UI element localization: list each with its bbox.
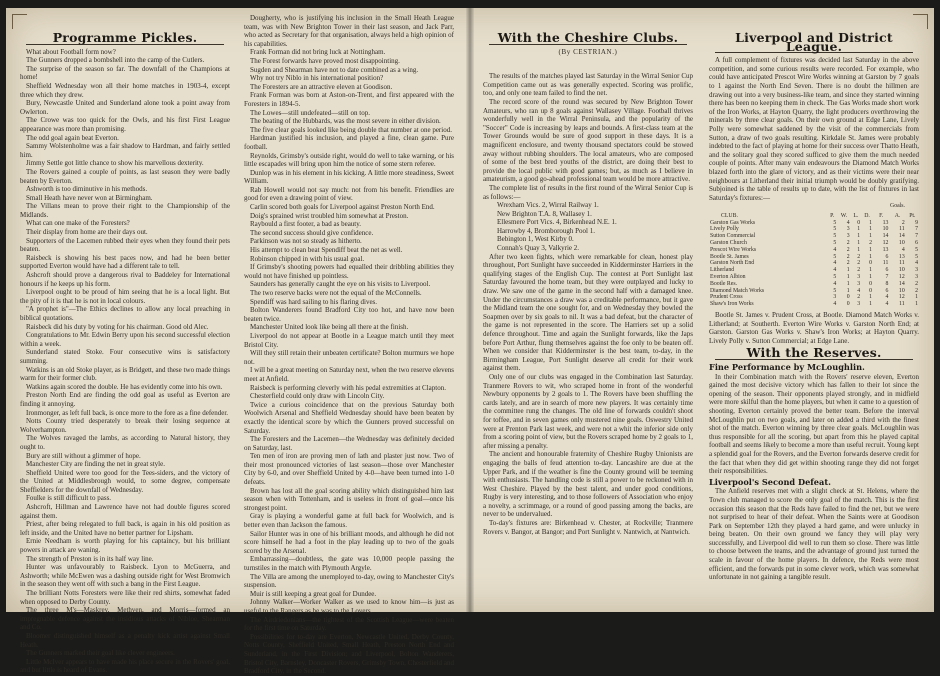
district-league-heading: Liverpool and District League.	[735, 30, 893, 54]
stat-cell: 0	[846, 294, 850, 301]
pickles-continued-paragraph: Raisbeck is performing cleverly with his pedal extremities at Clapton.	[250, 383, 446, 392]
programme-pickles-column	[20, 30, 230, 675]
pickles-continued-paragraph: Why not try Niblo in his international position?	[250, 74, 384, 83]
club-name-cell: Shaw's Iron Works	[710, 301, 754, 308]
pickles-continued-paragraph: Hardman justified his inclusion, and played a fine, clean game. Pure football.	[244, 134, 454, 151]
pickles-continued-paragraph: Manchester United look like being all there at the finish.	[250, 323, 409, 332]
stat-cell: 3	[857, 301, 861, 308]
league-fixtures: Bootle St. James v. Prudent Cross, at Bootle. Diamond Match Works v. Litherland; at Southerth. Everton Wire Works v. Garston North End; at Garston. Garston Gas Works v. Shaw's Iron Works; at Hayton Quarry. Lively Polly v. Sutton Commercial; at Edge Lane.	[709, 311, 919, 345]
pickles-continued-paragraph: The Forest forwards have proved most disappointing.	[250, 56, 400, 65]
stat-cell: 10	[898, 287, 905, 294]
pickles-continued-paragraph: His attempt to clean beat Spendiff beat the net as well.	[250, 246, 403, 255]
stat-cell: 0	[857, 219, 861, 226]
stat-cell: 4	[846, 219, 850, 226]
pickles-continued-paragraph: Sugden and Shearman have not to date combined as a wing.	[250, 65, 419, 74]
pickles-paragraph: Hunter was unfavourably to Raisbeck. Lyon to McGuerra, and Ashworth; while McEwen was a dashing outside right for West Bromwich in the season they went off with such a bang in the First League.	[20, 563, 230, 589]
pickles-continued-paragraph: Twice a curious coincidence that on the previous Saturday both Woolwich Arsenal and Sheffield Wednesday should have been beaten by exactly the identical score by which the Gunners proved successful on Saturday.	[244, 400, 454, 435]
stat-cell: 3	[915, 274, 918, 281]
stat-cell: 1	[869, 246, 872, 253]
club-name-cell: Diamond Match Works	[710, 287, 765, 294]
stat-cell: 2	[857, 260, 861, 267]
stat-cell: 2	[846, 240, 850, 247]
pickles-continued-paragraph: Chesterfield could only draw with Lincoln City.	[250, 392, 385, 401]
stat-cell: 6	[885, 287, 889, 294]
stat-cell: 4	[885, 294, 889, 301]
pickles-continued-paragraph: The second success should give confidence.	[250, 228, 374, 237]
result-paragraph: Wrexham Vics. 2, Wirral Railway 1.	[497, 201, 599, 210]
pickles-continued-paragraph: Gray is playing a wonderful game at full back for Woolwich, and is better even than Jackson the famous.	[244, 512, 454, 530]
pickles-continued-paragraph: I will be a great meeting on Saturday next, when the two reserve elevens meet at Anfield.	[244, 366, 454, 383]
table-row	[709, 288, 919, 295]
pickles-paragraph: Sheffield Wednesday won all their home matches in 1903-4, except three which they drew.	[20, 81, 230, 99]
result-paragraph: Harrowby 4, Bromborough Pool 1.	[497, 226, 595, 235]
magazine-spread	[6, 8, 934, 676]
club-name-cell: Bootle St. James	[710, 253, 749, 260]
pickles-paragraph: Liverpool ought to be proud of him seeing that he is a local light. But the pity of it is that he is not in local colours.	[20, 288, 230, 305]
stat-cell: 11	[899, 260, 905, 267]
pickles-continued-paragraph: The beating of the Hubbards, was the most severe in either division.	[250, 117, 441, 126]
programme-pickles-body	[20, 48, 230, 675]
stat-cell: 1	[857, 246, 861, 253]
club-name-cell: Garston Church	[710, 240, 747, 247]
pickles-paragraph: Watkins again scored the double. He has evidently come into his own.	[26, 382, 223, 391]
stat-cell: 4	[915, 260, 918, 267]
left-page	[6, 8, 469, 676]
reserves-subheading-liverpool: Liverpool's Second Defeat.	[709, 476, 831, 487]
pickles-paragraph: Little McIver appears to have made his place secure in the Rovers' goal, and but little is heard of Evans.	[20, 657, 230, 675]
result-paragraph: Connah's Quay 3, Valkyrie 2.	[497, 244, 580, 253]
pickles-continued-paragraph: Frank Forman did not bring luck at Nottingham.	[250, 48, 386, 57]
stat-cell: 11	[882, 260, 889, 267]
pickles-continued-paragraph: Bolton Wanderers found Bradford City too hot, and have now been beaten twice.	[244, 306, 454, 323]
cheshire-paragraph: Only one of our clubs was engaged in the Combination last Saturday. Tranmere Rovers to wit, who scraped home in front of the wonderful Newbury opponents by 2 goals to 1. The Rovers have been shuffling the cards lately, and are in search of more new players. It was certainly time the committee rung the changes. The old line of forwards couldn't shoot for toffee, and in seven games only mustered nine goals. Oswestry United were at Prenton Park last week, and were not a whit the inferior side only from a scoring point of view, but the Rovers scraped home by 2 goals to 1, after missing a penalty.	[483, 372, 693, 450]
stat-cell: 9	[915, 219, 918, 226]
stat-cell: 1	[869, 226, 872, 233]
table-row	[709, 233, 919, 240]
stat-cell: 1	[869, 233, 872, 240]
stat-cell: 4	[833, 280, 837, 287]
result-paragraph: Ellesmere Port Vics. 4, Birkenhead N.E. 1.	[497, 218, 617, 227]
pickles-continued-paragraph: Muir is still keeping a great goal for Dundee.	[250, 589, 377, 598]
club-name-cell: Prescot Wire Works	[710, 246, 757, 253]
pickles-paragraph: Ashcroft, Hillman and Lawrence have not had double figures scored against them.	[20, 503, 230, 520]
stat-cell: 8	[885, 280, 889, 287]
stat-cell: 2	[869, 240, 872, 247]
pickles-continued-paragraph: Ten men of iron are proving men of lath and plaster just now. Two of their most pronounced victories of last season—those over Manchester City by 6-0, and over Sheffield United by 4-0—have been turned into 1-0 defeats.	[244, 452, 454, 487]
pickles-continued-paragraph: The two reserve backs were not the equal of the McConnells.	[250, 289, 422, 297]
stat-cell: 2	[857, 253, 861, 260]
stat-cell: 2	[846, 253, 850, 260]
club-name-cell: Sutton Commercial	[710, 233, 756, 240]
column-header: D.	[864, 212, 870, 219]
stat-cell: 1	[869, 267, 872, 274]
stat-cell: 4	[833, 267, 837, 274]
pickles-paragraph: Foulke is still difficult to pass.	[26, 494, 112, 503]
stat-cell: 7	[915, 233, 918, 240]
stat-cell: 1	[869, 274, 872, 281]
stat-cell: 4	[885, 301, 889, 308]
stat-cell: 5	[833, 287, 837, 294]
stat-cell: 2	[915, 280, 918, 287]
pickles-paragraph: Ashworth is too diminutive in his methods.	[26, 185, 148, 194]
pickles-paragraph: Priest, after being relegated to full back, is again in his old position as left inside, and the United have no better partner for Lipsham.	[20, 520, 230, 537]
stat-cell: 5	[833, 233, 837, 240]
stat-cell: 2	[901, 219, 905, 226]
district-league-intro: A full complement of fixtures was decided last Saturday in the above competition, and some curious results were recorded. For example, who could have anticipated Prescot Wire Works winning at Garston by 7 goals to 1 against the North End Seven. There is no doubt the hillmen are drawing out into a very business-like team, and since they started winning there has been no keeping them in check. The Gas Works made short work of the Iron Works, at Hayton Quarry, the light producers overthrowing the minerals by three clear goals. On their own ground at Edge Lane, Lively Polly were somewhat saddened by the visit of the commercials from Sutton, a draw of two goals resulting. Kirkdale St. James were probably indebted to the fact of playing at home for their success over Thatto Heath, and the solitary goal they scored sufficed to give them the much needed couple of points. After many vain endeavours the Diamond Match Works blazed forth into the glare of victory, and as their victims were their near neighbours at Litherland their initial triumph would be doubly gratifying. Subjoined is the table of results up to date, with the list of fixtures in last Saturday's fixtures:—	[709, 56, 919, 202]
stat-cell: 4	[833, 246, 837, 253]
stat-cell: 13	[898, 253, 905, 260]
programme-pickles-continued-column	[244, 14, 454, 676]
cheshire-paragraph: To-day's fixtures are: Birkenhead v. Chester, at Rockville; Tranmere Rovers v. Bangor, at Bangor; and Port Sunlight v. Nantwich, at Nantwich.	[483, 519, 693, 536]
pickles-continued-paragraph: Saunders has generally caught the eye on his visits to Liverpool.	[250, 280, 431, 289]
pickles-paragraph: Ashcroft should prove a dangerous rival to Baddeley for International honours if he keeps up his form.	[20, 271, 230, 288]
club-name-cell: Garston Gas Works	[710, 219, 756, 226]
stat-cell: 13	[882, 219, 889, 226]
column-header: P.	[830, 212, 835, 219]
stat-cell: 4	[833, 260, 837, 267]
table-row	[709, 301, 919, 308]
pickles-paragraph: Sheffield United were too good for the Tees-siders, and the victory of the United at Middlesbrough would, to some degree, compensate Sheffielders for the downfall of Wednesday.	[20, 468, 230, 494]
table-row	[709, 267, 919, 274]
stat-cell: 5	[833, 240, 837, 247]
stat-cell: 0	[869, 260, 872, 267]
stat-cell: 0	[869, 280, 872, 287]
goals-header: Goals.	[890, 203, 905, 210]
pickles-continued-paragraph: The Villa are among the unemployed to-day, owing to Manchester City's suspension.	[244, 572, 454, 590]
stat-cell: 11	[899, 226, 905, 233]
stat-cell: 1	[846, 280, 850, 287]
pickles-paragraph: Bury are still without a glimmer of hope.	[26, 451, 141, 460]
table-row	[709, 281, 919, 288]
column-header: W.	[840, 212, 848, 219]
pickles-continued-paragraph: The Lowes—still undefeated—still on top.	[250, 108, 370, 117]
league-table	[709, 213, 919, 308]
table-row	[709, 226, 919, 233]
pickles-paragraph: The three M's—Maskrey, Methven, and Morris—formed an impregnable defence against the insidious attacks of Nibloe, Shearman and Co.	[20, 606, 230, 632]
table-row	[709, 247, 919, 254]
stat-cell: 12	[882, 240, 889, 247]
club-name-cell: Garston North End	[710, 260, 755, 267]
pickles-paragraph: The Gunners dropped a bombshell into the camp of the Cutlers.	[26, 56, 205, 65]
stat-cell: 5	[833, 253, 837, 260]
pickles-paragraph: Watkins is an old Stoke player, as is Bridgett, and these two made things warm for their former club.	[20, 365, 230, 383]
pickles-continued-paragraph: Dunlop was in his element in his kicking. A little more steadiness, Sweet William.	[244, 168, 454, 186]
stat-cell: 14	[882, 233, 889, 240]
stat-cell: 7	[915, 226, 918, 233]
stat-cell: 2	[846, 246, 850, 253]
pickles-paragraph: Sammy Wolstenholme was a fair shadow to Hardman, and fairly settled him.	[20, 142, 230, 159]
stat-cell: 5	[833, 219, 837, 226]
table-row	[709, 254, 919, 261]
pickles-paragraph: Sunderland stated Stoke. Four consecutive wins is satisfactory summing.	[20, 348, 230, 365]
right-page	[471, 8, 934, 612]
pickles-paragraph: Bloomer distinguished himself as a penalty kick artist against Small Heath.	[20, 631, 230, 649]
pickles-continued-paragraph: Reynolds, Grimsby's outside right, would do well to take warning, or his little escapades will bring upon him the notice of some stern referee.	[244, 151, 454, 169]
stat-cell: 10	[898, 267, 905, 274]
pickles-paragraph: "A prophet is"—The Ethics declines to allow any local preaching in biblical quotations.	[20, 305, 230, 322]
stat-cell: 2	[915, 287, 918, 294]
pickles-continued-paragraph: Rab Howell would not say much: not from his benefit. Friendlies are good for even a drawing point of view.	[244, 185, 454, 203]
league-table-body	[709, 220, 919, 308]
column-header: CLUB.	[721, 212, 738, 219]
table-row	[709, 294, 919, 301]
cheshire-paragraph: The record score of the round was secured by New Brighton Tower Amateurs, who ran up 8 goals against Wallasey Village. Football thrives wonderfully well in the Wirral Peninsula, and the popularity of the "Soccer" Code is increasing by leaps and bounds. A first-class team at the Tower Grounds would be sure of good support in these days. It is a magnificent enclosure, and twenty thousand spectators could be stowed away without rubbing shoulders. The local amateurs, who are composed of some of the best bred youths of the district, are doing their best to provide the local public with good games; but, as much as I believe in amateurism, a good go-ahead professional team would be more attractive.	[483, 97, 693, 184]
pickles-paragraph: The odd goal again beat Everton.	[26, 133, 119, 142]
club-name-cell: Litherland	[710, 267, 735, 274]
stat-cell: 13	[882, 246, 889, 253]
pickles-paragraph: The strength of Preston is in its half way line.	[26, 554, 154, 563]
stat-cell: 0	[846, 301, 850, 308]
cheshire-clubs-body	[483, 253, 693, 537]
cheshire-paragraph: The complete list of results in the first round of the Wirral Senior Cup is as follows:—	[483, 183, 693, 201]
pickles-paragraph: Congratulations to Mr. Edwin Berry upon his second successful election within a week.	[20, 331, 230, 348]
stat-cell: 1	[869, 253, 872, 260]
pickles-paragraph: Raisbeck is showing his best paces now, and had he been better supported Everton would have had a different tale to tell.	[20, 253, 230, 271]
pickles-continued-paragraph: Carlin scored both goals for Liverpool against Preston North End.	[250, 203, 435, 212]
stat-cell: 2	[857, 267, 861, 274]
pickles-paragraph: The Villans mean to prove their right to the Championship of the Midlands.	[20, 202, 230, 219]
district-league-column	[709, 30, 919, 604]
stat-cell: 3	[857, 280, 861, 287]
cheshire-paragraph: The results of the matches played last Saturday in the Wirral Senior Cup Competition came out as was generally expected. Scoring was prolific, too, and only one team failed to find the net.	[483, 72, 693, 98]
pickles-continued-paragraph: Embarrassing—doubtless, the gate was 10,000 people passing the turnstiles in the match with Plymouth Argyle.	[244, 555, 454, 572]
stat-cell: 6	[885, 267, 889, 274]
club-name-cell: Prudent Cross	[710, 294, 743, 301]
cheshire-paragraph: The ancient and honourable fraternity of Cheshire Rugby Unionists are engaging the balls of feud attention to-day. Lancashire are due at the Upper Park, and if the weather is fine the County ground will be teeming with enthusiasts. The handling code is still a power to be reckoned with in West Cheshire. Played by the best talent, and under good conditions, Rugby is very interesting, and to those followers of Association who enjoy a novelty, a scrimmage, or a round of good passing among the backs, are never to be undervalued.	[483, 450, 693, 519]
stat-cell: 4	[857, 287, 861, 294]
pickles-paragraph: Ironmonger, as left full back, is once more to the fore as a fine defender.	[26, 408, 229, 417]
cheshire-clubs-intro	[483, 72, 693, 201]
stat-cell: 5	[915, 253, 918, 260]
stat-cell: 3	[846, 226, 850, 233]
stat-cell: 4	[833, 301, 837, 308]
pickles-paragraph: Manchester City are finding the net in great style.	[26, 460, 165, 469]
league-table-header	[709, 213, 919, 220]
stat-cell: 0	[869, 287, 872, 294]
pickles-continued-paragraph: Possibilities for to-day are Everton, Newcastle United, Derby County, Notts County, Sheffield United, Small Heath, Preston North End and Sunderland, in the First Division; and Liverpool, Bolton Wanderers, Bristol City, Barnsley, Doncaster Rovers, Grimsby Town, Chesterfield and Bradford City, in the Second.	[244, 632, 454, 676]
table-row	[709, 274, 919, 281]
pickles-paragraph: The Crowe was too quick for the Owls, and his first First League appearance was more than promising.	[20, 116, 230, 133]
stat-cell: 6	[885, 253, 889, 260]
pickles-paragraph: Their display from home are their days out.	[26, 228, 148, 237]
stat-cell: 1	[869, 294, 872, 301]
stat-cell: 10	[898, 240, 905, 247]
stat-cell: 5	[915, 246, 918, 253]
pickles-paragraph: Small Heath have never won at Birmingham.	[26, 193, 153, 202]
stat-cell: 1	[846, 274, 850, 281]
pickles-continued-paragraph: Doig's sprained wrist troubled him somewhat at Preston.	[250, 211, 409, 220]
stat-cell: 12	[898, 294, 905, 301]
stat-cell: 1	[857, 226, 861, 233]
stat-cell: 3	[833, 294, 837, 301]
pickles-paragraph: What can one make of the Foresters?	[26, 219, 130, 228]
reserves-liverpool-paragraph: The Anfield reserves met with a slight check at St. Helens, where the Town club managed to score the only goal of the match. This is the first occasion this season that the Reds have failed to find the net, but we were not surprised to hear of their defeat. When the Saints were at Goodison Park on September 12th they played a hard game, and were unlucky in being beaten. On their own ground we fancy they will play very successfully, and Liverpool did well to run them so close. There was little to choose between the teams, and the advantage of ground just turned the scale in favour of the home players. In defence, the Reds were most efficient, and the forwards put in some clever work, which was somewhat unfortunate in not gaining a tangible result.	[709, 487, 919, 582]
pickles-paragraph: Raisbeck did his duty by voting for his chairman. Good old Alec.	[26, 322, 209, 331]
pickles-continued-paragraph: The five clear goals looked like being double that number at one period.	[250, 125, 452, 134]
club-name-cell: Everton Albion	[710, 274, 746, 281]
stat-cell: 1	[915, 294, 918, 301]
programme-pickles-heading: Programme Pickles.	[52, 30, 198, 45]
stat-cell: 3	[915, 267, 918, 274]
table-row	[709, 220, 919, 227]
column-header: L.	[853, 212, 859, 219]
stat-cell: 1	[846, 267, 850, 274]
column-header: Pt.	[909, 212, 916, 219]
pickles-paragraph: Bury, Newcastle United and Sunderland alone took a point away from Owlerton.	[20, 99, 230, 116]
cheshire-clubs-column	[483, 30, 693, 604]
stat-cell: 1	[846, 287, 850, 294]
programme-pickles-continued-body	[244, 14, 454, 676]
pickles-continued-paragraph: The Airdriedonians—the tightest of the Scottish League—were beaten for the first time on Saturday.	[244, 615, 454, 633]
reserves-subheading-mcloughlin: Fine Performance by McLoughlin.	[709, 362, 865, 372]
stat-cell: 7	[885, 274, 889, 281]
pickles-paragraph: Preston North End are finding the odd goal as useful as Everton are finding it annoying.	[20, 391, 230, 408]
stat-cell: 1	[869, 301, 872, 308]
pickles-continued-paragraph: The Foresters are an attractive eleven at Goodison.	[250, 82, 393, 91]
stat-cell: 2	[857, 294, 861, 301]
pickles-paragraph: The Rovers gained a couple of points, as last season they were badly beaten by Everton.	[20, 167, 230, 185]
result-paragraph: Bebington 1, West Kirby 0.	[497, 235, 574, 244]
pickles-continued-paragraph: Will they still retain their unbeaten certificate? Bolton murmurs we hope not.	[244, 349, 454, 366]
stat-cell: 1	[857, 233, 861, 240]
pickles-paragraph: Supporters of the Lacemen rubbed their eyes when they found their pets beaten.	[20, 236, 230, 254]
pickles-continued-paragraph: Parkinson was not so steady as hitherto.	[250, 237, 362, 246]
club-name-cell: Lively Polly	[710, 226, 739, 233]
pickles-paragraph: The Gunners marked their goal like clever engineers.	[26, 649, 175, 658]
pickles-paragraph: The brilliant Notts Foresters were like their red shirts, somewhat faded when opposed to Derby County.	[20, 589, 230, 606]
pickles-continued-paragraph: The Foresters and the Lacemen—the Wednesday was definitely decided on Saturday, last.	[244, 435, 454, 452]
pickles-paragraph: The surprise of the season so far. The downfall of the Champions at home!	[20, 64, 230, 82]
result-paragraph: New Brighton T.A. 8, Wallasey 1.	[497, 209, 592, 218]
stat-cell: 11	[899, 301, 905, 308]
stat-cell: 3	[846, 233, 850, 240]
pickles-continued-paragraph: Johnny Walker—Worker Walker as we used to know him—is just as useful to the Rangers as he was to the Lovers.	[244, 598, 454, 615]
stat-cell: 6	[915, 240, 918, 247]
reserves-everton-paragraph: In their Combination match with the Rovers' reserve eleven, Everton gained the most decisive victory which has fallen to their lot since the opening of the season. Their opponents played strongly, and in midfield were more skilful than the home players, but when it came to a question of shooting, Everton certainly proved the better team. Before the interval McLoughlin put on two goals, and later on added a third with the finest shot of the match. Everton winning by three clear goals. McLoughlin was thus responsible for all the scoring, but apart from this he played capital football and seems likely to become a more than useful recruit. Young kept a splendid goal for the Rovers, and the Everton forwards deserve credit for the fact that when they did get within shooting range they did not forget their responsibilities.	[709, 372, 919, 476]
stat-cell: 1	[857, 240, 861, 247]
club-name-cell: Bootle Res.	[710, 280, 738, 287]
table-row	[709, 260, 919, 267]
byline: (By CESTRIAN.)	[558, 47, 618, 56]
pickles-continued-paragraph: If Grimsby's shooting powers had equalled their dribbling abilities they would not have finished up pointless.	[244, 263, 454, 280]
stat-cell: 1	[915, 301, 918, 308]
pickles-continued-paragraph: Spendiff was hard sailing to his flaring dives.	[250, 297, 378, 306]
wirral-cup-results	[483, 201, 693, 253]
stat-cell: 5	[833, 226, 837, 233]
column-header: A.	[894, 212, 901, 219]
reserves-heading: With the Reserves.	[746, 345, 882, 361]
pickles-paragraph: Jimmy Settle got little chance to show his marvellous dexterity.	[26, 159, 204, 168]
stat-cell: 2	[846, 260, 850, 267]
pickles-continued-paragraph: Frank Forman was born at Aston-on-Trent, and first appeared with the Foresters in 1894-5.	[244, 91, 454, 108]
table-row	[709, 240, 919, 247]
pickles-paragraph: What about Football form now?	[26, 47, 116, 56]
stat-cell: 12	[898, 274, 905, 281]
pickles-continued-paragraph: Sailor Hunter was in one of his brilliant moods, and although he did not score himself he had a foot in the play leading up to two of the goals scored by the Arsenal.	[244, 529, 454, 555]
pickles-continued-paragraph: Brown has lost all the goal scoring ability which distinguished him last season when with Tottenham, and is useless in front of goal—once his strongest point.	[244, 486, 454, 512]
column-header: F.	[879, 212, 884, 219]
pickles-paragraph: Notts County tried desperately to break their losing sequence at Wolverhampton.	[20, 417, 230, 434]
cheshire-paragraph: After two keen fights, which were remarkable for clean, honest play throughout, Port Sunlight have succeeded in Kidderminster Harriers in the qualifying stages of the English Cup. The contest at Port Sunlight last Saturday favoured the home team, but they were outplayed and lucky to draw. We saw one of the game in the second half with a damaged knee. Under the circumstances a draw was a creditable performance, but it gave the Midland team the one sought for, and on Wednesday they bowled the Soapmen over by six goals to nil. It was a bad defeat, but the character of the game is not represented in the score. The Harriers set up a solid defence throughout. Time and again the Sunlight forwards, like the Japs before Port Arthur, flung themselves against the foe only to be beaten off. When we consider that Kidderminster is the best team, to-day, in the Birmingham League, Port Sunlight deserve all credit for their work against them.	[483, 252, 693, 373]
pickles-paragraph: The Wolves ravaged the lambs, as according to Natural history, they ought to.	[20, 434, 230, 451]
stat-cell: 1	[869, 219, 872, 226]
pickles-continued-paragraph: Liverpool do not appear at Bootle in a League match until they meet Bristol City.	[244, 331, 454, 349]
stat-cell: 3	[857, 274, 861, 281]
page-corner-ornament	[12, 14, 27, 29]
stat-cell: 14	[898, 233, 905, 240]
stat-cell: 5	[833, 274, 837, 281]
stat-cell: 10	[882, 226, 889, 233]
stat-cell: 4	[901, 246, 905, 253]
pickles-continued-paragraph: Dougherty, who is justifying his inclusion in the Small Heath League team, was with New Brighton Tower in their last season, and Jack Parr, who acted as Secretary for that organisation, always held a high opinion of his capabilities.	[244, 14, 454, 48]
stat-cell: 14	[898, 280, 905, 287]
cheshire-clubs-heading: With the Cheshire Clubs.	[497, 30, 679, 45]
page-corner-ornament	[913, 14, 928, 29]
pickles-continued-paragraph: Raybould a first footer, a bad as beauty.	[250, 220, 362, 229]
pickles-continued-paragraph: Robinson chipped in with his usual goal.	[250, 254, 365, 263]
pickles-paragraph: Ernie Needham is worth playing for his captaincy, but his brilliant powers in attack are waning.	[20, 537, 230, 555]
